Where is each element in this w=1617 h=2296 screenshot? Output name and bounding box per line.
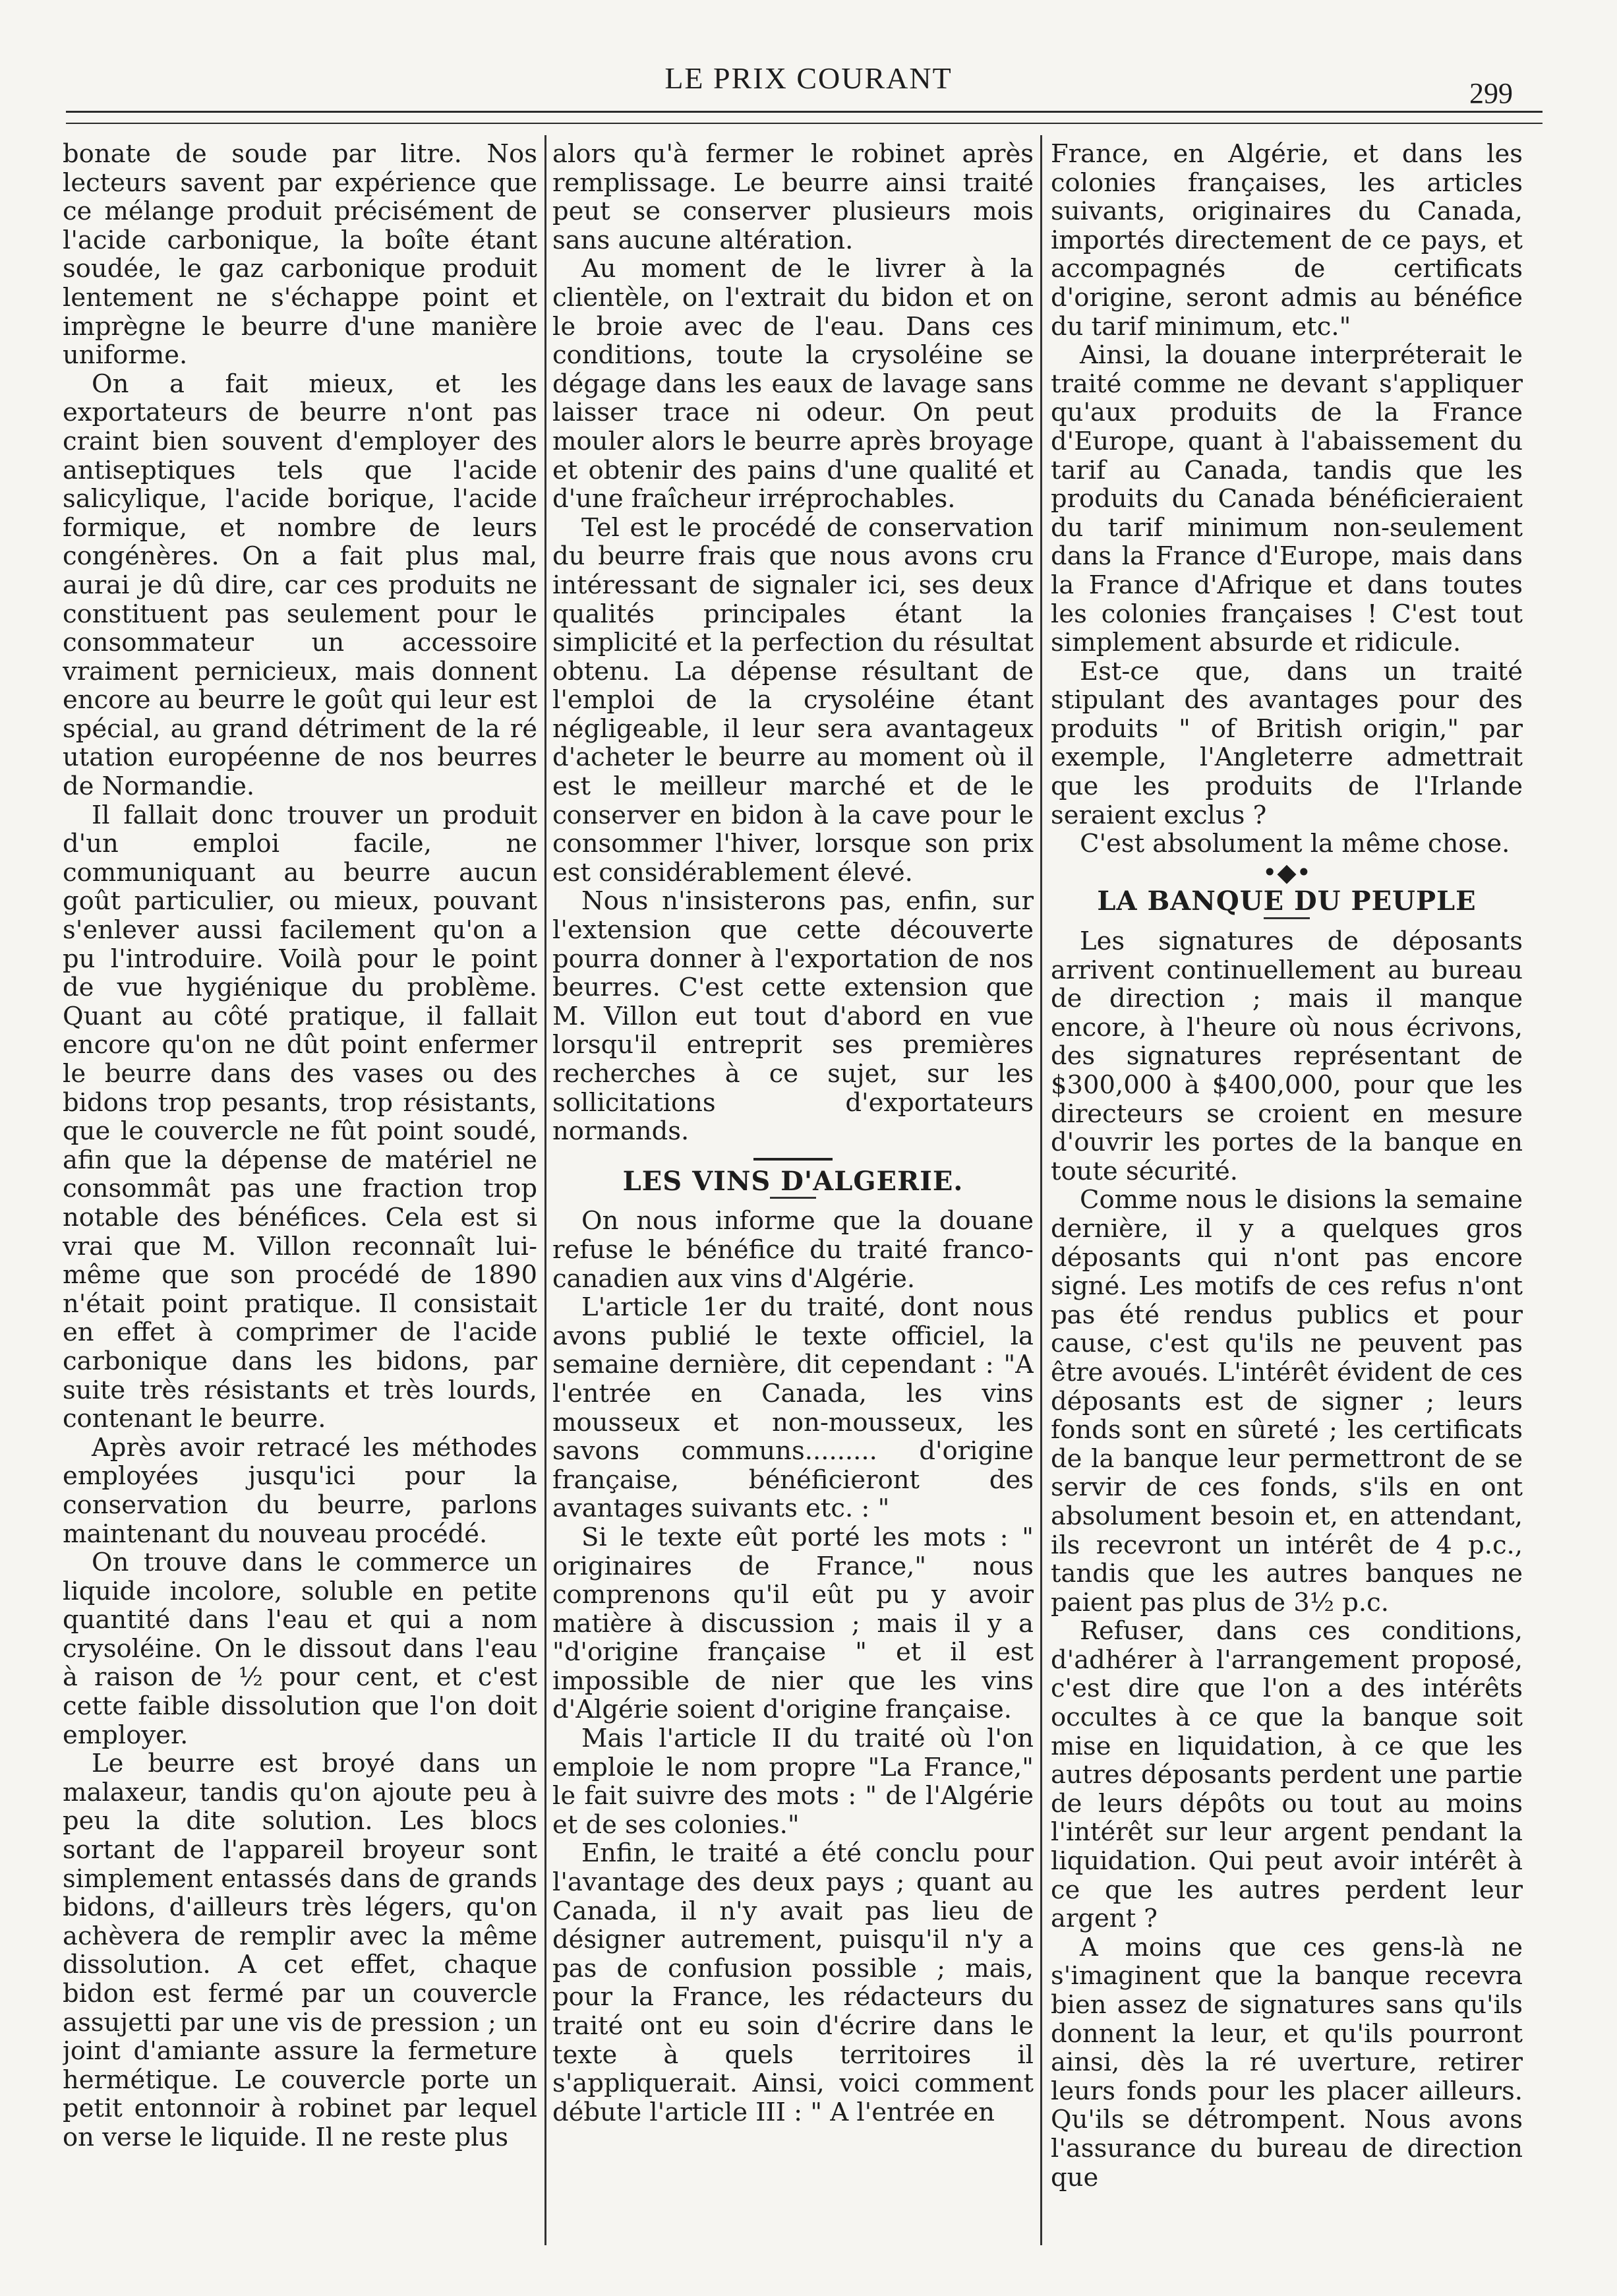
column-divider <box>1040 135 1042 2245</box>
paragraph: Tel est le procédé de conservation du beurre frais que nous avons cru intéressant de signaler ici, ses deux qualités principales étant la simplicité et la perfection du résultat obtenu. La dépense résultant de l'emploi de la crysoléine étant négligeable, il leur sera avantageux d'acheter le beurre au moment où il est le meilleur marché et de le conserver en bidon à la cave pour le consommer l'hiver, lorsque son prix est considérablement élevé. <box>552 512 1034 888</box>
paragraph: A moins que ces gens-là ne s'imaginent que la banque recevra bien assez de signatures sans qu'ils donnent la leur, et qu'ils pourront ainsi, dès la ré uverture, retirer leurs fonds pour les placer ailleurs. Qu'ils se détrompent. Nous avons l'assurance du bureau de direction que <box>1051 1932 1523 2192</box>
paragraph: On nous informe que la douane refuse le bénéfice du traité franco-canadien aux vins d'Algérie. <box>552 1206 1034 1294</box>
paragraph: Est-ce que, dans un traité stipulant des avantages pour des produits " of British origin," par exemple, l'Angleterre admettrait que les produits de l'Irlande seraient exclus ? <box>1051 656 1523 830</box>
column-1 <box>63 140 537 2243</box>
paragraph: Le beurre est broyé dans un malaxeur, tandis qu'on ajoute peu à peu la dite solution. Les blocs sortant de l'appareil broyeur sont simplement entassés dans de grands bidons, d'ailleurs très légers, qu'on achèvera de remplir avec la même dissolution. A cet effet, chaque bidon est fermé par un couvercle assujetti par une vis de pression ; un joint d'amiante assure la fermeture hermétique. Le couvercle porte un petit entonnoir à robinet par lequel on verse le liquide. Il ne reste plus <box>63 1749 537 2152</box>
paragraph: Nous n'insisterons pas, enfin, sur l'extension que cette découverte pourra donner à l'exportation de nos beurres. C'est cette extension que M. Villon eut tout d'abord en vue lorsqu'il entreprit ses premières recherches à ce sujet, sur les sollicitations d'exportateurs normands. <box>552 886 1034 1147</box>
column-3 <box>1051 140 1523 2243</box>
page-number: 299 <box>1469 77 1513 109</box>
section-ornament <box>753 1158 833 1161</box>
section-heading: LA BANQUE DU PEUPLE <box>1097 886 1477 917</box>
paragraph: L'article 1er du traité, dont nous avons publié le texte officiel, la semaine dernière, dit cependant : "A l'entrée en Canada, les vins mousseux et non-mousseux, les savons communs......... d'origine française, bénéficieront des avantages suivants etc. : " <box>552 1292 1034 1524</box>
paragraph: Au moment de le livrer à la clientèle, on l'extrait du bidon et on le broie avec de l'eau. Dans ces conditions, toute la crysoléine se dégage dans les eaux de lavage sans laisser trace ni odeur. On peut mouler alors le beurre après broyage et obtenir des pains d'une qualité et d'une fraîcheur irréprochables. <box>552 254 1034 514</box>
column-2 <box>552 140 1034 2243</box>
page-header <box>0 0 1617 132</box>
paragraph: Comme nous le disions la semaine dernière, il y a quelques gros déposants qui n'ont pas encore signé. Les motifs de ces refus n'ont pas été rendus publics et pour cause, c'est qu'ils ne peuvent pas être avoués. L'intérêt évident de ces déposants est de signer ; leurs fonds sont en sûreté ; les certificats de la banque leur permettront de se servir de ces fonds, s'ils en ont absolument besoin et, en attendant, ils recevront un intérêt de 4 p.c., tandis que les autres banques ne paient pas plus de 3½ p.c. <box>1051 1185 1523 1617</box>
paragraph: On a fait mieux, et les exportateurs de beurre n'ont pas craint bien souvent d'employer des antiseptiques tels que l'acide salicylique, l'acide borique, l'acide formique, et nombre de leurs congénères. On a fait plus mal, aurai je dû dire, car ces produits ne constituent pas seulement pour le consommateur un accessoire vraiment pernicieux, mais donnent encore au beurre le goût qui leur est spécial, au grand détriment de la ré utation européenne de nos beurres de Normandie. <box>63 369 537 802</box>
paragraph: On trouve dans le commerce un liquide incolore, soluble en petite quantité dans l'eau et qui a nom crysoléine. On le dissout dans l'eau à raison de ½ pour cent, et c'est cette faible dissolution que l'on doit employer. <box>63 1548 537 1750</box>
paragraph: France, en Algérie, et dans les colonies françaises, les articles suivants, originaires du Canada, importés directement de ce pays, et accompagnés de certificats d'origine, seront admis au bénéfice du tarif minimum, etc." <box>1051 140 1523 342</box>
paragraph: Refuser, dans ces conditions, d'adhérer à l'arrangement proposé, c'est dire que l'on a des intérêts occultes à ce que la banque soit mise en liquidation, à ce que les autres déposants perdent une partie de leurs dépôts ou tout au moins l'intérêt sur leur argent pendant la liquidation. Qui peut avoir intérêt à ce que les autres perdent leur argent ? <box>1051 1616 1523 1934</box>
paragraph: bonate de soude par litre. Nos lecteurs savent par expérience que ce mélange produit précisément de l'acide carbonique, la boîte étant soudée, le gaz carbonique produit lentement ne s'échappe point et imprègne le beurre d'une manière uniforme. <box>63 140 537 371</box>
paragraph: Après avoir retracé les méthodes employées jusqu'ici pour la conservation du beurre, parlons maintenant du nouveau procédé. <box>63 1432 537 1549</box>
paragraph: Enfin, le traité a été conclu pour l'avantage des deux pays ; quant au Canada, il n'y avait pas lieu de désigner autrement, puisqu'il n'y a pas de confusion possible ; mais, pour la France, les rédacteurs du traité ont eu soin d'écrire dans le texte à quels territoires il s'appliquerait. Ainsi, voici comment débute l'article III : " A l'entrée en <box>552 1838 1034 2127</box>
header-rule <box>66 111 1543 113</box>
section-ornament: •◆• <box>1262 857 1312 887</box>
paragraph: Mais l'article II du traité où l'on emploie le nom propre "La France," le fait suivre des mots : " de l'Algérie et de ses colonies." <box>552 1724 1034 1840</box>
paragraph: C'est absolument la même chose. <box>1080 829 1510 859</box>
paragraph: Il fallait donc trouver un produit d'un emploi facile, ne communiquant au beurre aucun goût particulier, ou mieux, pouvant s'enlever aussi facilement qu'on a pu l'introduire. Voilà pour le point de vue hygiénique du problème. Quant au côté pratique, il fallait encore qu'on ne dût point enfermer le beurre dans des vases ou des bidons trop pesants, trop résistants, que le couvercle ne fût point soudé, afin que la dépense de matériel ne consommât pas une fraction trop notable des bénéfices. Cela est si vrai que M. Villon reconnaît lui-même que son procédé de 1890 n'était point pratique. Il consistait en effet à comprimer de l'acide carbonique dans les bidons, par suite très résistants et très lourds, contenant le beurre. <box>63 800 537 1434</box>
header-rule-thin <box>66 123 1543 124</box>
paragraph: Ainsi, la douane interpréterait le traité comme ne devant s'appliquer qu'aux produits de la France d'Europe, quant à l'abaissement du tarif au Canada, tandis que les produits du Canada bénéficieraient du tarif minimum non-seulement dans la France d'Europe, mais dans la France d'Afrique et dans toutes les colonies françaises ! C'est tout simplement absurde et ridicule. <box>1051 340 1523 658</box>
paragraph: Si le texte eût porté les mots : " originaires de France," nous comprenons qu'il eût pu y avoir matière à discussion ; mais il y a "d'origine française " et il est impossible de nier que les vins d'Algérie soient d'origine française. <box>552 1522 1034 1725</box>
heading-rule <box>770 1197 816 1199</box>
paragraph: Les signatures de déposants arrivent continuellement au bureau de direction ; mais il manque encore, à l'heure où nous écrivons, des signatures représentant de $300,000 à $400,000, pour que les directeurs se croient en mesure d'ouvrir les portes de la banque en toute sécurité. <box>1051 926 1523 1186</box>
heading-rule <box>1264 917 1310 919</box>
paragraph: alors qu'à fermer le robinet après remplissage. Le beurre ainsi traité peut se conserver plusieurs mois sans aucune altération. <box>552 140 1034 255</box>
newspaper-title: LE PRIX COURANT <box>664 61 953 95</box>
section-heading: LES VINS D'ALGERIE. <box>622 1165 964 1197</box>
column-divider <box>544 135 546 2245</box>
